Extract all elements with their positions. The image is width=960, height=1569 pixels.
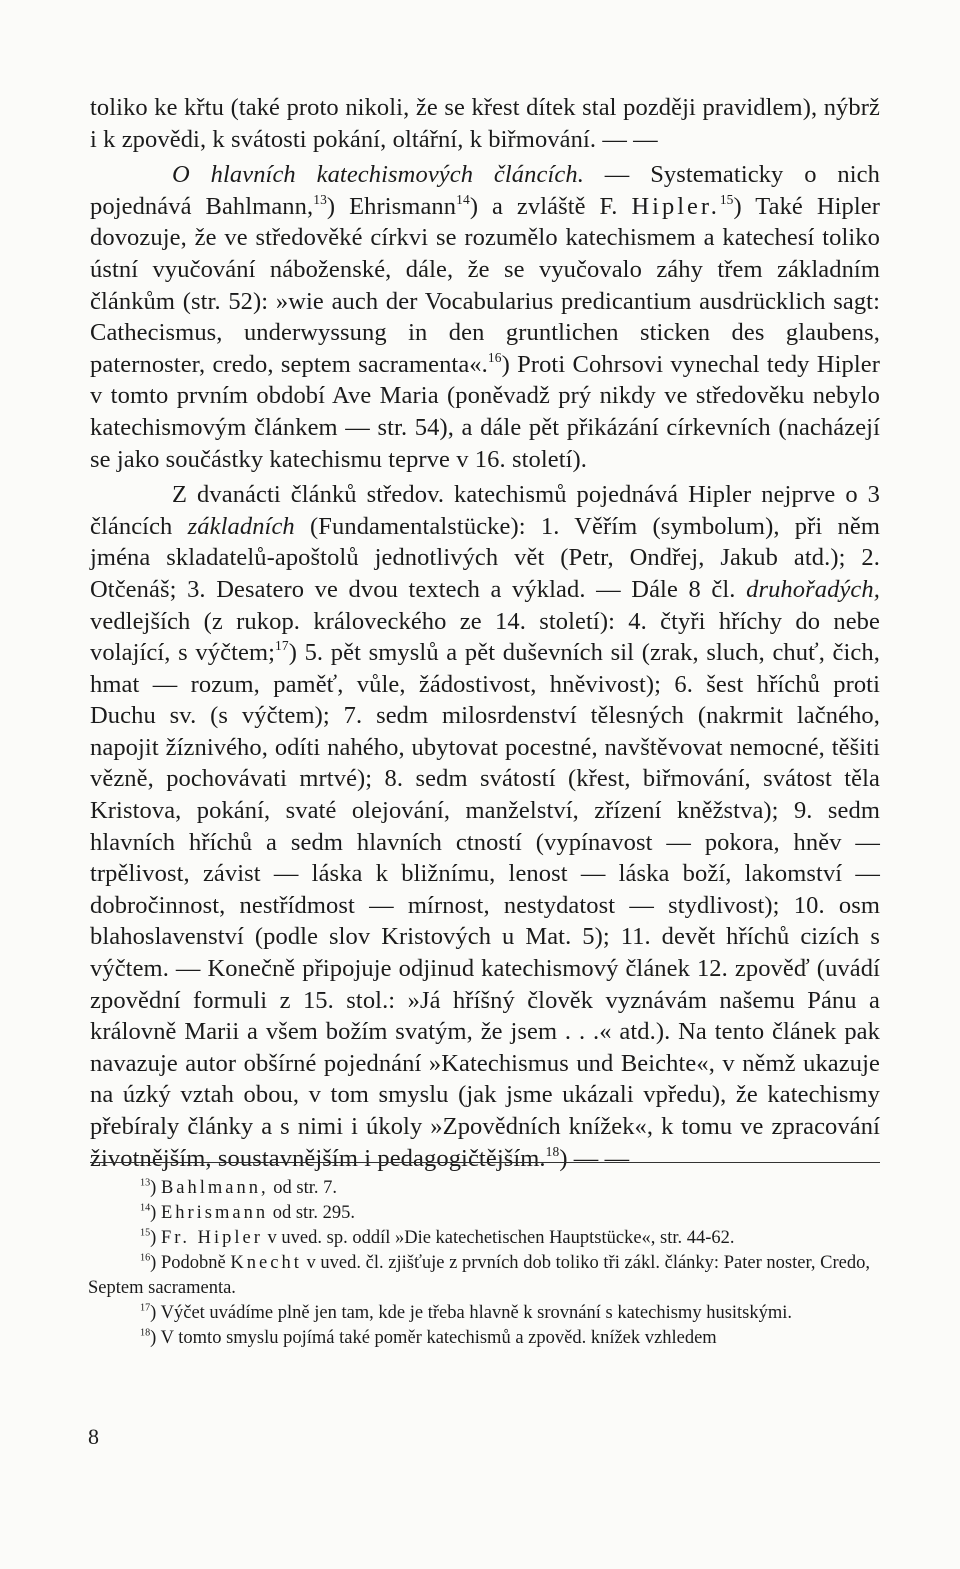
p3-text-4: ) 5. pět smyslů a pět duševních sil (zrak, sluch, chuť, čich, hmat — rozum, paměť, vůle, žádostivost, hněvivost); 6. šest hříchů proti Duchu sv. (s výčtem); 7. sedm milosrdenství tělesných (nakrmit lačného, napojit žíznivého, odíti nahého, ubytovat pocestné, navštěvovat nemocné, těšiti vězně, pochovávati mrtvé); 8. sedm svátostí (křest, biřmování, svátost těla Kristova, pokání, svaté olejování, manželství, zřízení kněžstva); 9. sedm hlavních hříchů a sedm hlavních ctností (vypínavost — pokora, hněv — trpělivost, závist — láska k bližnímu, lenost — láska boží, lakomství — dobročinnost, nestřídmost — mírnost, nestydatost — stydlivost); 10. osm blahoslavenství (podle slov Kristových u Mat. 5); 11. devět hříchů cizích s výčtem. — Konečně připojuje odjinud katechismový článek 12. zpověď (uvádí zpovědní formuli z 15. stol.: »Já hříšný člověk vyznávám našemu Pánu a královně Marii a všem božím svatým, že jsem . . .« atd.). Na tento článek pak navazuje autor obšírné pojednání »Katechismus und Beichte«, v němž ukazuje na úzký vztah obou, v tom smyslu (jak jsme ukázali vpředu), že katechismy přebíraly články a s nimi i úkoly »Zpovědních knížek«, k tomu ve zpracování životnějším, soustavnějším i pedagogičtějším. (90, 639, 880, 1172)
footnote-number: 18 (140, 1327, 151, 1339)
italic-zakladnich: základních (187, 512, 295, 540)
footnote-ref-14: 14 (456, 191, 470, 207)
footnote-13: $^{13}$) Bahlmann, od str. 7. (140, 1177, 337, 1198)
author-name-spaced: Hipler. (631, 192, 720, 220)
footnote-text: v uved. sp. oddíl »Die katechetischen Hauptstücke«, str. 44-62. (262, 1228, 735, 1248)
p3-text-3: vedlejších (z rukop. královeckého ze 14. století): 4. čtyři hříchy do nebe volající, s výčtem; (90, 607, 880, 667)
footnote-separator (90, 1162, 880, 1163)
footnote-number: 15 (140, 1227, 151, 1239)
p3-text-2: (Fundamentalstücke): 1. Věřím (symbolum), při něm jména skladatelů-apoštolů jednotlivých vět (Petr, Ondřej, Jakub atd.); 2. Otčenáš; 3. Desatero ve dvou textech a výklad. — Dále 8 čl. (90, 512, 880, 603)
footnote-ref-16: 16 (487, 349, 502, 365)
footnote-14: $^{14}$) Ehrismann od str. 295. (140, 1202, 355, 1223)
paragraph-2 (90, 159, 880, 475)
footnote-18: $^{18}$) V tomto smyslu pojímá také poměr katechismů a zpověd. knížek vzhledem (140, 1327, 717, 1348)
footnote-ref-17: 17 (275, 638, 289, 653)
footnote-ref-15: 15 (719, 191, 734, 207)
footnote-author: Fr. Hipler (160, 1228, 263, 1248)
footnote-author: Ehrismann (160, 1203, 269, 1223)
footnote-16: $^{16}$) Podobně Knecht v uved. čl. zjišťuje z prvních dob toliko tři zákl. články: Pater noster, Credo, Septem sacramenta. (88, 1252, 870, 1298)
footnote-text: Výčet uvádíme plně jen tam, kde je třeba hlavně k srovnání s katechismy husitskými. (156, 1303, 793, 1323)
page-number: 8 (88, 1424, 99, 1449)
footnote-number: 14 (140, 1202, 151, 1214)
paragraph-3 (90, 479, 880, 1174)
main-text (90, 92, 880, 1174)
p3-text-5: ) — — (559, 1144, 630, 1172)
footnote-text: od str. 295. (268, 1203, 355, 1223)
footnote-author: Knecht (230, 1253, 302, 1273)
p2-text-5: ) Proti Cohrsovi vynechal tedy Hipler v tomto prvním období Ave Maria (poněvadž prý nikdy ve středověku nebylo katechismovým článkem — str. 54), a dále pět přikázání církevních (nacházejí se jako součástky katechismu teprve v 16. století). (90, 350, 880, 473)
footnote-ref-13: 13 (313, 191, 327, 207)
footnote-17: $^{17}$) Výčet uvádíme plně jen tam, kde je třeba hlavně k srovnání s katechismy husitskými. (140, 1302, 793, 1323)
footnote-15: $^{15}$) Fr. Hipler v uved. sp. oddíl »Die katechetischen Hauptstücke«, str. 44-62. (140, 1227, 735, 1248)
p3-text-1: Z dvanácti článků středov. katechismů pojednává Hipler nejprve o 3 článcích (90, 481, 880, 540)
section-heading: O hlavních katechismových článcích. (172, 161, 584, 189)
paragraph-1-text: toliko ke křtu (také proto nikoli, že se křest dítek stal později pravidlem), nýbrž i k zpovědi, k svátosti pokání, oltářní, k biřmování. — — (90, 94, 880, 153)
p2-text-3: ) a zvláště F. (469, 192, 632, 220)
footnote-text: v uved. čl. zjišťuje z prvních dob toliko tři zákl. články: Pater noster, Credo, Septem sacramenta. (88, 1253, 870, 1298)
footnote-text: od str. 7. (268, 1178, 337, 1198)
footnote-number: 17 (140, 1302, 151, 1314)
p2-text-4: ) Také Hipler dovozuje, že ve středověké církvi se rozumělo katechismem a katechesí toliko ústní vyučování náboženské, dále, že se vyučovalo záhy třem základním článkům (str. 52): »wie auch der Vocabularius predicantium ausdrücklich sagt: Cathecismus, underwyssung in den gruntlichen sticken des glaubens, paternoster, credo, septem sacramenta«. (90, 192, 881, 378)
italic-druhoradych: druhořadých, (746, 575, 880, 603)
footnote-text-pre: Podobně (156, 1253, 231, 1273)
p2-text-2: ) Ehrismann (326, 192, 457, 220)
footnote-ref-18: 18 (545, 1143, 560, 1159)
footnote-number: 13 (140, 1177, 151, 1189)
footnote-author: Bahlmann, (160, 1178, 269, 1198)
footnote-number: 16 (140, 1252, 151, 1264)
footnote-text: V tomto smyslu pojímá také poměr katechismů a zpověd. knížek vzhledem (156, 1328, 717, 1348)
footnotes (88, 1176, 870, 1351)
paragraph-1 (90, 92, 880, 155)
p2-text-1: — Systematicky o nich pojednává Bahlmann, (90, 161, 880, 220)
